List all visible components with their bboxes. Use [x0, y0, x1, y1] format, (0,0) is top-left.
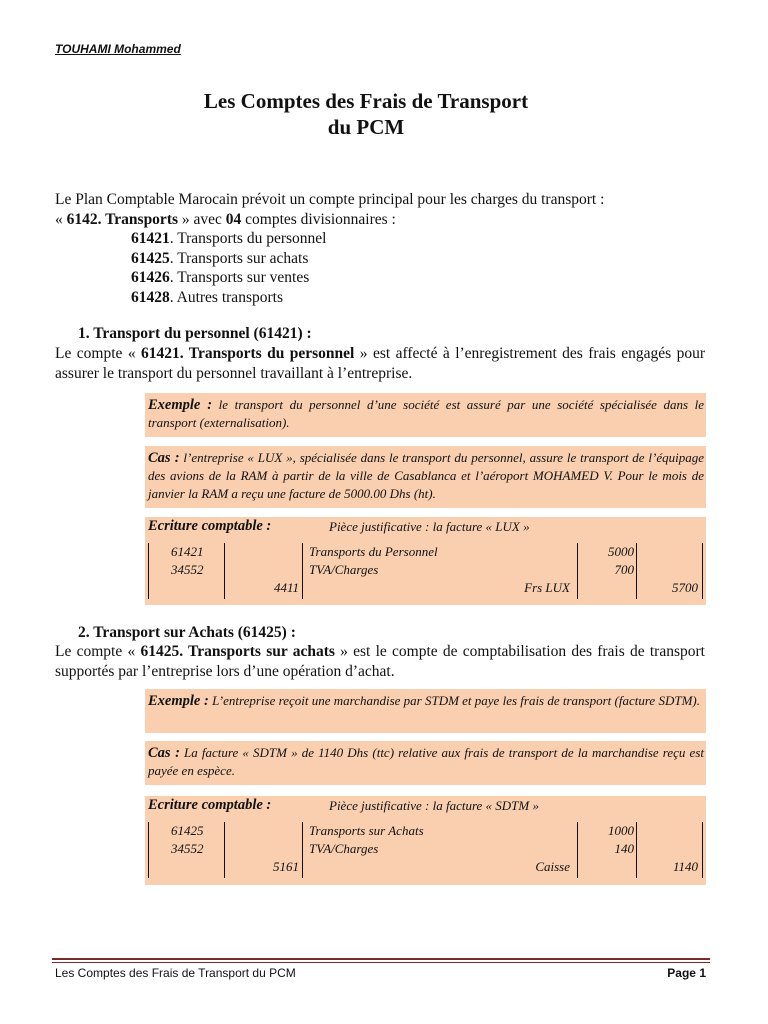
- intro-line-2: [55, 210, 705, 230]
- intro-paragraph: [55, 190, 705, 229]
- paragraph-account: 61421. Transports du personnel: [141, 345, 355, 362]
- journal-voucher: Pièce justificative : la facture « SDTM »: [329, 798, 539, 813]
- debit-amount: 5000: [608, 544, 634, 559]
- account-number: 61426: [131, 269, 170, 286]
- account-number: 61428: [131, 288, 170, 306]
- journal-divider: [148, 822, 149, 878]
- debit-account: 61425: [171, 823, 204, 838]
- debit-account: 34552: [171, 562, 204, 577]
- case-box: [145, 741, 706, 785]
- page-number: Page 1: [667, 966, 706, 980]
- case-label: Cas :: [148, 745, 180, 761]
- journal-entry-1: [145, 517, 706, 605]
- title-line-2: du PCM: [327, 115, 405, 139]
- section-heading-2: 2. Transport sur Achats (61425) :: [78, 624, 296, 641]
- credit-account: 4411: [273, 580, 299, 595]
- account-item: [131, 229, 326, 249]
- paragraph-text: » est le compte de comptabilisation des frais de transport supportés par l’entreprise lors d’une opération d’achat.: [55, 643, 705, 680]
- paragraph-text: » est affecté à l’enregistrement des frais engagés pour assurer le transport du personnel travaillant à l’entreprise.: [55, 345, 705, 382]
- credit-account: 5161: [273, 859, 299, 874]
- title-line-1: Les Comptes des Frais de Transport: [203, 89, 529, 113]
- entry-label: TVA/Charges: [309, 841, 379, 856]
- journal-divider: [702, 543, 703, 599]
- account-label: . Transports du personnel: [169, 230, 327, 247]
- section-1-paragraph: [55, 344, 705, 383]
- account-number: 61421: [131, 230, 170, 247]
- intro-account: 6142. Transports: [66, 210, 179, 228]
- page-title: [0, 88, 732, 140]
- intro-text: «: [55, 210, 67, 228]
- journal-divider: [702, 822, 703, 878]
- journal-heading: Ecriture comptable :: [148, 797, 272, 813]
- intro-text: comptes divisionnaires :: [241, 210, 396, 228]
- paragraph-account: 61425. Transports sur achats: [140, 643, 335, 660]
- journal-divider: [636, 822, 637, 878]
- section-2-paragraph: [55, 642, 705, 681]
- intro-line-1: Le Plan Comptable Marocain prévoit un compte principal pour les charges du transport :: [55, 191, 605, 208]
- entry-label: TVA/Charges: [309, 562, 379, 577]
- intro-count: 04: [225, 210, 242, 228]
- journal-divider: [636, 543, 637, 599]
- entry-label: Transports du Personnel: [309, 544, 438, 559]
- example-label: Exemple :: [148, 397, 213, 413]
- debit-amount: 140: [614, 841, 634, 856]
- journal-heading: Ecriture comptable :: [148, 518, 272, 534]
- entry-label: Frs LUX: [524, 580, 570, 595]
- case-text: l’entreprise « LUX », spécialisée dans le transport du personnel, assure le transport de l’équipage des avions de la RAM à partir de la ville de Casablanca et l’aéroport MOHAMED V. Pour le mois de janvier la RAM a reçu une facture de 5000.00 Dhs (ht).: [148, 450, 705, 501]
- example-text: L’entreprise reçoit une marchandise par STDM et paye les frais de transport (facture SDTM).: [208, 693, 700, 708]
- footer-divider: [52, 962, 710, 963]
- account-label: . Transports sur achats: [169, 249, 309, 267]
- example-box: [145, 393, 706, 437]
- journal-entry-2: [145, 796, 706, 885]
- section-heading-1: 1. Transport du personnel (61421) :: [78, 325, 312, 342]
- paragraph-text: Le compte «: [55, 643, 141, 660]
- debit-amount: 700: [614, 562, 634, 577]
- case-label: Cas :: [148, 450, 180, 466]
- credit-amount: 1140: [672, 859, 698, 874]
- debit-amount: 1000: [608, 823, 634, 838]
- entry-label: Transports sur Achats: [309, 823, 424, 838]
- example-text: le transport du personnel d’une société est assuré par une société spécialisée dans le transport (externalisation).: [148, 397, 705, 430]
- journal-voucher: Pièce justificative : la facture « LUX »: [329, 519, 530, 534]
- footer-title: Les Comptes des Frais de Transport du PCM: [55, 966, 296, 980]
- intro-text: » avec: [178, 210, 226, 228]
- credit-amount: 5700: [672, 580, 698, 595]
- account-label: . Transports sur ventes: [169, 269, 310, 286]
- account-number: 61425: [131, 249, 170, 267]
- paragraph-text: Le compte «: [55, 345, 141, 362]
- example-box: [145, 689, 706, 733]
- case-box: [145, 446, 706, 508]
- account-label: . Autres transports: [169, 288, 283, 306]
- account-item: [131, 268, 326, 288]
- journal-divider: [148, 543, 149, 599]
- account-item: [131, 288, 326, 308]
- entry-label: Caisse: [535, 859, 570, 874]
- account-item: [131, 249, 326, 269]
- debit-account: 34552: [171, 841, 204, 856]
- debit-account: 61421: [171, 544, 204, 559]
- footer-divider: [52, 958, 710, 960]
- account-list: [131, 229, 326, 307]
- author-name: TOUHAMI Mohammed: [55, 42, 181, 56]
- example-label: Exemple :: [148, 693, 209, 709]
- case-text: La facture « SDTM » de 1140 Dhs (ttc) relative aux frais de transport de la marchandise reçu est payée en espèce.: [148, 745, 704, 778]
